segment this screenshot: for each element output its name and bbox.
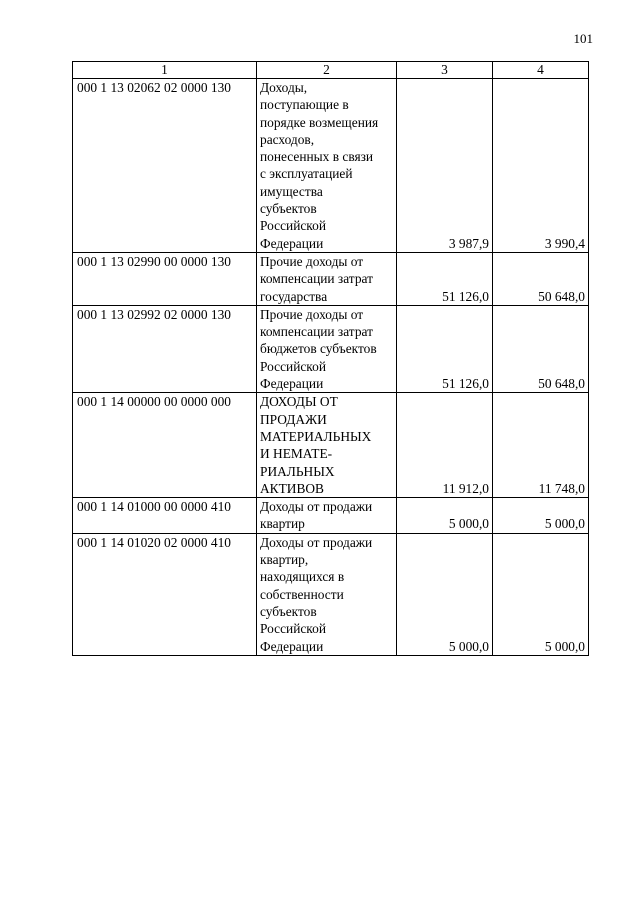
revenue-name-line: И НЕМАТЕ- bbox=[260, 446, 333, 462]
amount-column-4-cell: 3 990,4 bbox=[493, 79, 589, 253]
header-row bbox=[73, 62, 589, 79]
budget-code-cell: 000 1 14 01020 02 0000 410 bbox=[73, 533, 257, 655]
revenue-name-line: Доходы от продажи bbox=[260, 534, 373, 550]
revenue-name-line: МАТЕРИАЛЬНЫХ bbox=[260, 428, 372, 444]
revenue-name-cell bbox=[257, 393, 397, 498]
revenue-name-line: Доходы, bbox=[260, 80, 308, 95]
revenue-name-line: компенсации затрат bbox=[260, 271, 373, 287]
column-header-1: 1 bbox=[73, 62, 257, 79]
table-row bbox=[73, 498, 589, 534]
revenue-name-line: Прочие доходы от bbox=[260, 306, 364, 322]
amount-column-3-cell: 51 126,0 bbox=[397, 252, 493, 305]
revenue-name-line: понесенных в связи bbox=[260, 149, 374, 165]
revenue-name-line: Доходы от продажи bbox=[260, 499, 373, 515]
revenue-name-line: имущества bbox=[260, 183, 323, 199]
amount-column-4-cell: 50 648,0 bbox=[493, 305, 589, 392]
revenue-name-cell bbox=[257, 533, 397, 655]
budget-code-cell: 000 1 13 02992 02 0000 130 bbox=[73, 305, 257, 392]
revenue-name-line: ДОХОДЫ ОТ bbox=[260, 394, 338, 410]
amount-column-3-cell: 11 912,0 bbox=[397, 393, 493, 498]
column-header-2: 2 bbox=[257, 62, 397, 79]
revenue-name-line: квартир, bbox=[260, 552, 309, 568]
column-header-3: 3 bbox=[397, 62, 493, 79]
amount-column-3-cell: 5 000,0 bbox=[397, 498, 493, 534]
page-number: 101 bbox=[573, 31, 593, 46]
table-header bbox=[73, 62, 589, 79]
revenue-name-cell bbox=[257, 498, 397, 534]
revenue-name-line: Российской bbox=[260, 358, 326, 374]
budget-code-cell: 000 1 14 00000 00 0000 000 bbox=[73, 393, 257, 498]
revenue-name-line: Федерации bbox=[260, 638, 324, 654]
amount-column-4-cell: 50 648,0 bbox=[493, 252, 589, 305]
revenue-name-line: находящихся в bbox=[260, 569, 345, 585]
revenue-name-line: компенсации затрат bbox=[260, 324, 373, 340]
budget-code-cell: 000 1 13 02062 02 0000 130 bbox=[73, 79, 257, 253]
table-row bbox=[73, 79, 589, 253]
budget-code-cell: 000 1 13 02990 00 0000 130 bbox=[73, 252, 257, 305]
table-row bbox=[73, 393, 589, 498]
budget-code-cell: 000 1 14 01000 00 0000 410 bbox=[73, 498, 257, 534]
table-row bbox=[73, 252, 589, 305]
amount-column-4-cell: 5 000,0 bbox=[493, 533, 589, 655]
revenue-name-cell bbox=[257, 79, 397, 253]
revenue-name-cell bbox=[257, 252, 397, 305]
column-header-4: 4 bbox=[493, 62, 589, 79]
revenue-name-line: Федерации bbox=[260, 376, 324, 392]
table-body bbox=[73, 79, 589, 656]
revenue-name-line: Прочие доходы от bbox=[260, 253, 364, 269]
amount-column-3-cell: 3 987,9 bbox=[397, 79, 493, 253]
table-row bbox=[73, 533, 589, 655]
revenue-name-line: бюджетов субъектов bbox=[260, 341, 377, 357]
table-row bbox=[73, 305, 589, 392]
amount-column-3-cell: 51 126,0 bbox=[397, 305, 493, 392]
revenue-name-line: с эксплуатацией bbox=[260, 166, 353, 182]
revenue-name-line: Федерации bbox=[260, 235, 324, 251]
amount-column-3-cell: 5 000,0 bbox=[397, 533, 493, 655]
revenue-name-line: Российской bbox=[260, 218, 326, 234]
revenue-name-line: АКТИВОВ bbox=[260, 480, 324, 496]
revenue-name-line: государства bbox=[260, 288, 328, 304]
revenue-name-line: РИАЛЬНЫХ bbox=[260, 463, 335, 479]
revenue-name-line: Российской bbox=[260, 621, 326, 637]
revenue-name-line: поступающие в bbox=[260, 97, 349, 113]
revenue-table bbox=[72, 61, 589, 656]
amount-column-4-cell: 11 748,0 bbox=[493, 393, 589, 498]
revenue-name-line: расходов, bbox=[260, 131, 315, 147]
revenue-name-line: субъектов bbox=[260, 201, 317, 217]
revenue-name-cell bbox=[257, 305, 397, 392]
amount-column-4-cell: 5 000,0 bbox=[493, 498, 589, 534]
revenue-name-line: квартир bbox=[260, 516, 305, 532]
revenue-name-line: ПРОДАЖИ bbox=[260, 411, 327, 427]
revenue-name-line: субъектов bbox=[260, 603, 317, 619]
revenue-name-line: собственности bbox=[260, 586, 344, 602]
revenue-name-line: порядке возмещения bbox=[260, 114, 379, 130]
